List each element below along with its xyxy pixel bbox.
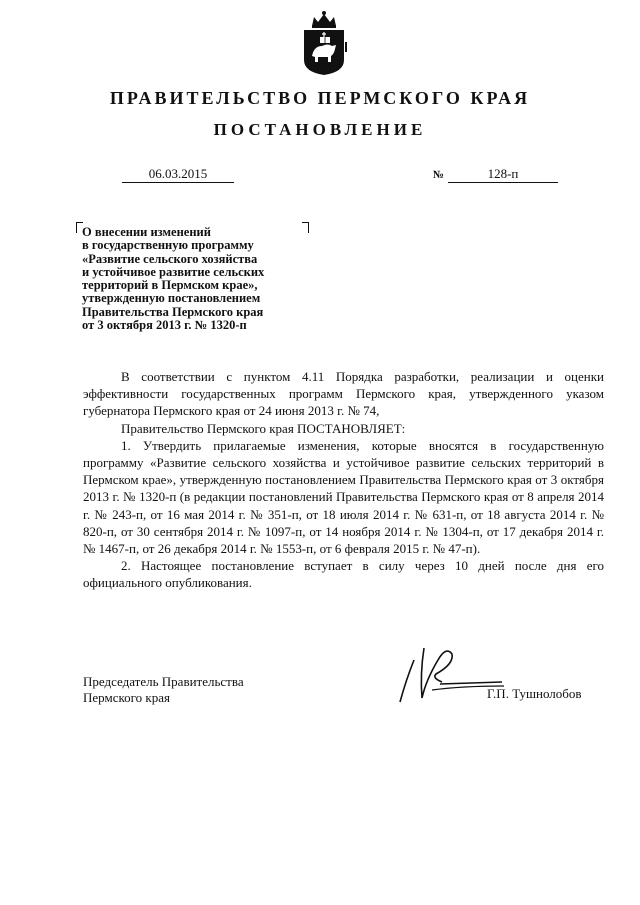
decree-date: 06.03.2015: [122, 166, 234, 183]
subject-line: и устойчивое развитие сельских: [82, 264, 265, 279]
subject-line: «Развитие сельского хозяйства: [82, 251, 258, 266]
subject-line: территорий в Пермском крае»,: [82, 278, 258, 293]
document-type-title: ПОСТАНОВЛЕНИЕ: [213, 120, 427, 139]
subject-line: Правительства Пермского края: [82, 304, 264, 319]
decree-number: 128-п: [448, 166, 558, 183]
subject-line: О внесении изменений: [82, 225, 211, 239]
body-paragraph-resolves: Правительство Пермского края ПОСТАНОВЛЯЕТ:: [121, 420, 406, 436]
government-title: ПРАВИТЕЛЬСТВО ПЕРМСКОГО КРАЯ: [109, 88, 531, 108]
subject-line: от 3 октября 2013 г. № 1320-п: [82, 318, 247, 333]
decree-body: [83, 368, 604, 592]
body-paragraph-item-2: 2. Настоящее постановление вступает в силу через 10 дней после дня его официального опубликования.: [83, 558, 604, 591]
signer-position-line: Председатель Правительства: [83, 674, 244, 689]
signer-position: [83, 674, 244, 706]
subject-line: утвержденную постановлением: [82, 291, 261, 306]
signer-position-line: Пермского края: [83, 690, 170, 705]
subject-line: в государственную программу: [82, 238, 254, 253]
body-paragraph-preamble: В соответствии с пунктом 4.11 Порядка разработки, реализации и оценки эффективности государственных программ Пермского края, утвержденного указом губернатора Пермского края от 24 июня 2013 г. № 74,: [83, 369, 604, 419]
body-paragraph-item-1: 1. Утвердить прилагаемые изменения, которые вносятся в государственную программу «Развитие сельского хозяйства и устойчивое развитие сельских территорий в Пермском крае», утвержденную постановлением Правительства Пермского края от 3 октября 2013 г. № 1320-п (в редакции постановлений Правительства Пермского края от 8 апреля 2014 г. № 243-п, от 16 мая 2014 г. № 351-п, от 18 июля 2014 г. № 631-п, от 18 августа 2014 г. № 820-п, от 30 сентября 2014 г. № 1097-п, от 14 ноября 2014 г. № 1304-п, от 17 декабря 2014 г. № 1467-п, от 26 декабря 2014 г. № 1553-п, от 6 февраля 2015 г. № 47-п).: [83, 437, 604, 557]
signer-name: Г.П. Тушнолобов: [487, 686, 582, 701]
coat-of-arms-icon: [298, 10, 350, 76]
decree-subject: [82, 226, 322, 332]
number-sign: №: [433, 169, 445, 181]
